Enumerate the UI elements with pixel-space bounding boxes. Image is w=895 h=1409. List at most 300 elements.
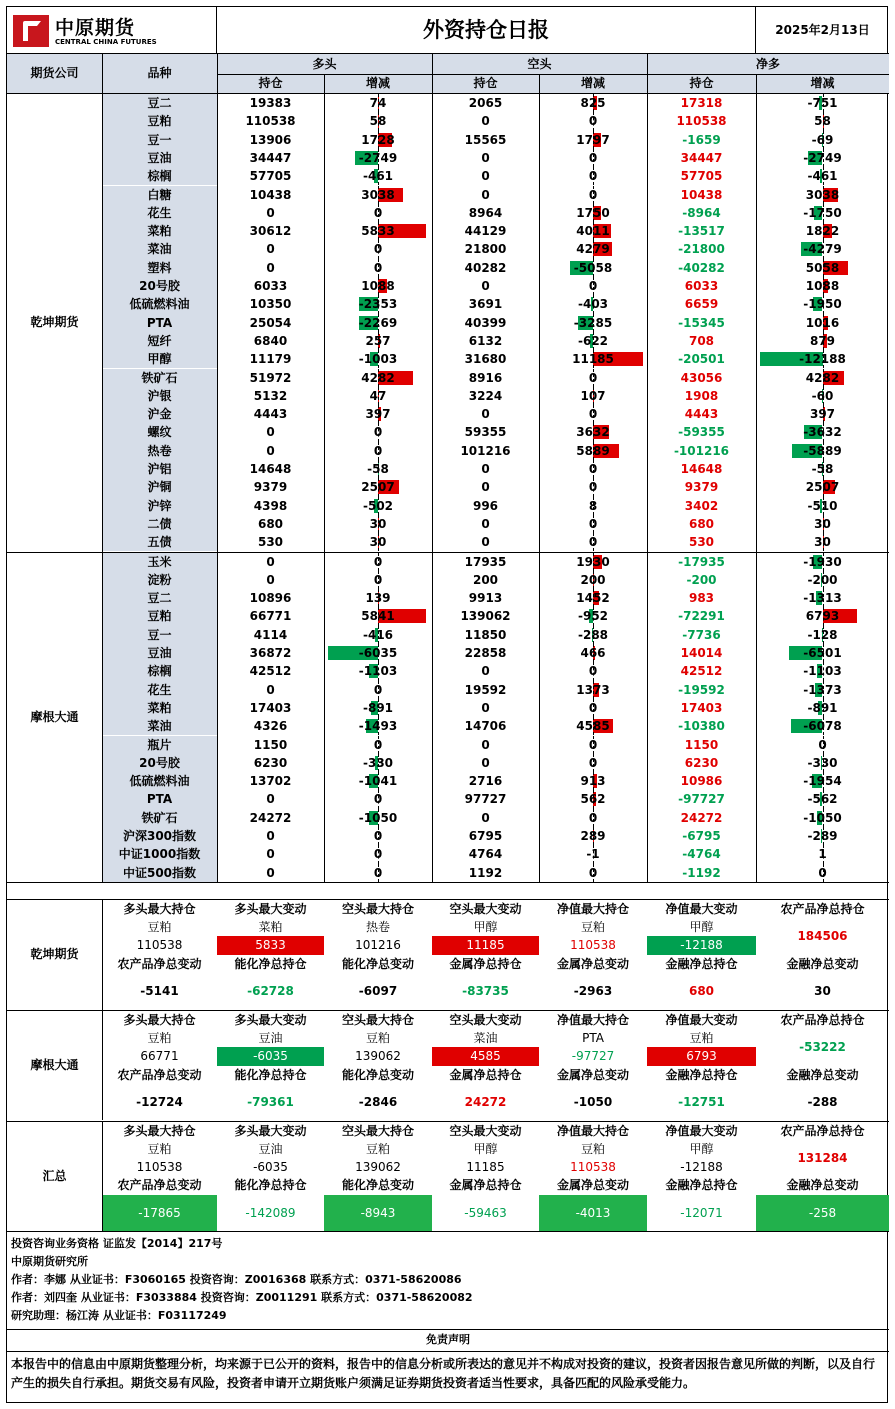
value-cell	[432, 662, 539, 680]
value-text: -200	[686, 572, 717, 587]
value-cell	[756, 571, 889, 589]
value-text: -622	[577, 333, 609, 348]
value-cell	[324, 369, 432, 387]
value-cell	[756, 699, 889, 717]
summary-value: -17865	[102, 1195, 217, 1232]
value-cell	[647, 94, 756, 112]
value-cell	[324, 112, 432, 130]
product-name: 花生	[102, 681, 217, 699]
value-cell	[432, 497, 539, 515]
value-text: 0	[373, 682, 383, 697]
value-text: 0	[588, 810, 598, 825]
value-cell	[539, 571, 647, 589]
value-cell	[647, 754, 756, 772]
value-cell	[432, 478, 539, 496]
summary-label: 农产品净总变动	[117, 1178, 202, 1193]
value-text: 1016	[805, 315, 840, 330]
footer-line: 作者：李娜 从业证书：F3060165 投资咨询：Z0016368 联系方式：0371-58620086	[11, 1273, 462, 1287]
value-cell	[432, 460, 539, 478]
product-name: 五债	[102, 533, 217, 551]
summary-label: 农产品净总变动	[117, 1067, 202, 1082]
value-text: -1103	[803, 664, 842, 679]
summary-value: 5833	[217, 936, 324, 954]
value-text: 34447	[680, 150, 723, 165]
value-text: 0	[266, 443, 275, 458]
summary-value: 101216	[355, 938, 401, 953]
value-text: 6793	[805, 609, 840, 624]
value-text: 13702	[249, 774, 292, 789]
product-name: 沪铜	[102, 478, 217, 496]
value-text: -1950	[803, 297, 842, 312]
summary-value: 184506	[797, 929, 848, 944]
value-cell	[324, 717, 432, 735]
value-text: 0	[588, 480, 598, 495]
value-text: 40282	[464, 260, 507, 275]
summary-value: -142089	[245, 1205, 296, 1220]
value-text: 530	[688, 535, 715, 550]
header-company: 期货公司	[7, 54, 102, 93]
value-cell	[432, 112, 539, 130]
value-text: 30	[814, 516, 831, 531]
product-name: 短纤	[102, 332, 217, 350]
value-text: 0	[373, 443, 383, 458]
value-cell	[756, 533, 889, 551]
value-cell	[647, 442, 756, 460]
value-text: -5058	[573, 260, 613, 275]
value-text: -2749	[803, 150, 842, 165]
value-cell	[647, 112, 756, 130]
value-cell	[756, 790, 889, 808]
value-text: 0	[373, 792, 383, 807]
value-text: 30	[369, 535, 387, 550]
value-text: 31680	[464, 352, 507, 367]
product-name: 铁矿石	[102, 369, 217, 387]
value-cell	[647, 478, 756, 496]
value-text: -510	[807, 498, 838, 513]
value-cell	[539, 827, 647, 845]
summary-label: 多头最大持仓	[123, 1123, 196, 1138]
value-text: 6840	[253, 333, 288, 348]
value-cell	[647, 553, 756, 571]
value-text: 0	[588, 755, 598, 770]
value-text: 57705	[680, 169, 723, 184]
summary-label: 多头最大变动	[234, 1012, 307, 1027]
value-text: 6033	[684, 279, 719, 293]
summary-value-box	[102, 1140, 217, 1177]
value-cell	[217, 259, 324, 277]
value-cell	[539, 607, 647, 625]
value-text: 0	[588, 462, 598, 476]
value-text: -1192	[682, 865, 721, 880]
value-text: -461	[807, 169, 838, 184]
value-cell	[324, 332, 432, 350]
value-cell	[217, 644, 324, 662]
summary-value-box	[324, 1140, 432, 1177]
value-cell	[539, 369, 647, 387]
summary-value: -8943	[324, 1195, 432, 1232]
value-cell	[756, 259, 889, 277]
value-cell	[647, 186, 756, 204]
value-cell	[756, 222, 889, 240]
value-cell	[217, 387, 324, 405]
header-net: 净多	[647, 54, 889, 74]
value-cell	[324, 442, 432, 460]
value-text: 6033	[253, 279, 288, 293]
summary-value: -2846	[358, 1094, 398, 1109]
summary-value-box	[217, 918, 324, 955]
value-cell	[647, 332, 756, 350]
value-cell	[756, 149, 889, 167]
value-text: 0	[266, 847, 275, 862]
summary-value: 30	[814, 984, 831, 999]
value-cell	[756, 240, 889, 258]
summary-label: 空头最大变动	[449, 1123, 522, 1138]
value-cell	[647, 681, 756, 699]
value-text: 0	[266, 260, 275, 275]
value-text: -59355	[678, 425, 725, 440]
value-text: -10380	[678, 719, 725, 734]
value-text: 3402	[684, 498, 719, 513]
summary-value: -6035	[253, 1160, 288, 1175]
value-text: -6501	[803, 646, 842, 660]
value-cell	[217, 553, 324, 571]
value-text: 57705	[249, 169, 292, 184]
value-cell	[217, 295, 324, 313]
value-text: 0	[481, 700, 490, 715]
summary-name: 豆粕	[365, 1141, 390, 1156]
value-text: 0	[266, 425, 275, 440]
value-cell	[217, 809, 324, 827]
product-name: 棕榈	[102, 662, 217, 680]
summary-value: -2963	[573, 984, 613, 999]
summary-label: 多头最大持仓	[123, 901, 196, 916]
product-name: 菜粕	[102, 699, 217, 717]
value-cell	[324, 515, 432, 533]
value-cell	[647, 533, 756, 551]
value-cell	[756, 845, 889, 863]
value-cell	[756, 626, 889, 644]
value-text: 6230	[684, 755, 719, 770]
value-text: 40399	[464, 315, 507, 330]
value-cell	[756, 332, 889, 350]
summary-label: 能化净总持仓	[234, 1067, 307, 1082]
summary-name: 甲醇	[689, 1141, 714, 1156]
value-text: -1930	[803, 554, 842, 569]
product-name: 豆粕	[102, 112, 217, 130]
summary-label: 金属净总持仓	[449, 1067, 522, 1082]
value-text: 257	[365, 333, 391, 348]
product-name: 瓶片	[102, 736, 217, 754]
value-cell	[432, 350, 539, 368]
value-text: 110538	[676, 114, 727, 129]
value-cell	[324, 222, 432, 240]
summary-value: 4585	[432, 1047, 539, 1065]
value-cell	[647, 387, 756, 405]
product-name: PTA	[102, 314, 217, 332]
value-cell	[432, 681, 539, 699]
value-cell	[324, 259, 432, 277]
value-text: 9379	[253, 480, 288, 495]
value-cell	[756, 644, 889, 662]
value-text: 5132	[253, 388, 288, 403]
value-text: -1103	[358, 664, 398, 679]
summary-label: 金属净总持仓	[449, 1178, 522, 1193]
value-text: 17935	[464, 554, 507, 569]
report-header	[7, 7, 889, 54]
product-name: 螺纹	[102, 423, 217, 441]
value-cell	[756, 112, 889, 130]
value-cell	[324, 405, 432, 423]
value-text: 9913	[468, 591, 503, 606]
value-cell	[324, 277, 432, 295]
value-text: 0	[481, 737, 490, 752]
value-cell	[539, 699, 647, 717]
value-cell	[432, 717, 539, 735]
value-text: 42512	[249, 664, 292, 679]
value-cell	[539, 790, 647, 808]
value-text: 8916	[468, 370, 503, 385]
value-text: -4279	[803, 242, 842, 257]
header-net-chg: 增减	[756, 74, 889, 93]
value-cell	[324, 497, 432, 515]
value-text: 5841	[361, 609, 395, 624]
value-text: -289	[807, 829, 838, 843]
value-cell	[539, 515, 647, 533]
summary-label: 农产品净总变动	[117, 956, 202, 971]
value-cell	[432, 314, 539, 332]
value-text: 0	[373, 847, 383, 862]
value-cell	[217, 699, 324, 717]
value-text: 0	[481, 755, 490, 770]
value-cell	[539, 277, 647, 295]
value-text: 19383	[249, 96, 292, 110]
value-cell	[647, 607, 756, 625]
value-text: 0	[588, 535, 598, 550]
value-cell	[324, 772, 432, 790]
value-cell	[539, 387, 647, 405]
value-cell	[539, 681, 647, 699]
value-cell	[756, 131, 889, 149]
value-text: 200	[472, 572, 499, 587]
value-text: 101216	[460, 443, 511, 458]
summary-value-box	[756, 1140, 889, 1177]
summary-label: 金融净总变动	[786, 956, 859, 971]
value-text: 0	[481, 462, 490, 476]
summary-name: 豆粕	[580, 1141, 605, 1156]
summary-label: 能化净总持仓	[234, 956, 307, 971]
summary-value: 11185	[432, 936, 539, 954]
value-text: 10438	[680, 187, 723, 202]
summary-label: 空头最大变动	[449, 901, 522, 916]
summary-value: 11185	[466, 1160, 505, 1175]
value-cell	[647, 717, 756, 735]
summary-value: -12724	[136, 1094, 183, 1109]
value-text: 10896	[249, 591, 292, 606]
value-text: 1192	[468, 865, 503, 880]
summary-label: 净值最大持仓	[556, 901, 629, 916]
product-name: 低硫燃料油	[102, 295, 217, 313]
value-text: 289	[580, 829, 606, 843]
value-text: -8964	[682, 205, 721, 220]
value-text: 14706	[464, 719, 507, 734]
value-text: 1373	[576, 682, 610, 697]
header-short-chg: 增减	[539, 74, 647, 93]
value-cell	[432, 131, 539, 149]
value-cell	[324, 350, 432, 368]
value-text: -4764	[682, 847, 721, 862]
value-cell	[756, 369, 889, 387]
summary-label: 金融净总变动	[786, 1178, 859, 1193]
summary-value-box	[217, 1029, 324, 1066]
footer-line: 作者：刘四奎 从业证书：F3033884 投资咨询：Z0011291 联系方式：0371-58620082	[11, 1291, 473, 1305]
footer-line: 研究助理：杨江涛 从业证书：F03117249	[11, 1309, 227, 1323]
value-text: -502	[362, 498, 394, 513]
value-text: 0	[588, 700, 598, 715]
value-cell	[647, 460, 756, 478]
value-text: 66771	[249, 609, 292, 624]
value-text: -72291	[678, 609, 725, 624]
value-cell	[324, 809, 432, 827]
value-text: 6659	[684, 297, 719, 312]
value-text: 1797	[576, 132, 610, 147]
value-cell	[539, 423, 647, 441]
summary-value: 66771	[140, 1049, 179, 1064]
value-text: 0	[588, 664, 598, 679]
value-cell	[647, 589, 756, 607]
value-cell	[647, 699, 756, 717]
product-name: 淀粉	[102, 571, 217, 589]
summary-value: 110538	[570, 1160, 616, 1175]
summary-company-2: 汇总	[42, 1168, 67, 1183]
value-cell	[647, 845, 756, 863]
value-cell	[539, 845, 647, 863]
value-text: 30612	[249, 224, 292, 239]
value-cell	[324, 186, 432, 204]
value-cell	[324, 295, 432, 313]
value-cell	[432, 369, 539, 387]
value-cell	[647, 259, 756, 277]
value-cell	[217, 332, 324, 350]
value-cell	[756, 423, 889, 441]
value-text: -3285	[573, 315, 613, 330]
summary-value-box	[756, 1029, 889, 1066]
value-cell	[539, 533, 647, 551]
value-text: 1452	[576, 591, 610, 606]
value-text: 17318	[680, 96, 723, 110]
summary-label: 空头最大持仓	[341, 1123, 414, 1138]
value-text: 11185	[572, 352, 614, 367]
value-text: 3224	[468, 388, 503, 403]
value-cell	[756, 94, 889, 112]
logo	[7, 7, 217, 54]
value-text: 5833	[361, 224, 395, 239]
value-text: 36872	[249, 646, 292, 660]
value-text: 0	[588, 737, 598, 752]
value-text: 0	[373, 865, 383, 880]
summary-value: -6035	[217, 1047, 324, 1065]
summary-value-box	[324, 1029, 432, 1066]
value-cell	[217, 478, 324, 496]
value-cell	[217, 533, 324, 551]
summary-name: 菜粕	[258, 920, 283, 935]
summary-value: -12188	[680, 1160, 723, 1175]
value-text: 13906	[249, 132, 292, 147]
value-text: 879	[809, 333, 836, 348]
value-cell	[647, 222, 756, 240]
value-text: 0	[481, 279, 490, 293]
value-cell	[756, 772, 889, 790]
value-cell	[432, 204, 539, 222]
summary-label: 净值最大变动	[665, 1123, 738, 1138]
value-text: 4585	[576, 719, 610, 734]
value-text: 4114	[253, 627, 288, 642]
value-text: 0	[588, 370, 598, 385]
summary-name: 豆油	[258, 1031, 283, 1045]
value-cell	[539, 149, 647, 167]
value-text: -1954	[803, 774, 842, 789]
value-text: -751	[807, 96, 838, 110]
value-text: -58	[367, 462, 389, 476]
value-cell	[539, 553, 647, 571]
value-cell	[324, 240, 432, 258]
value-cell	[647, 626, 756, 644]
summary-value: -5141	[140, 984, 179, 999]
value-text: 825	[580, 96, 606, 110]
value-cell	[217, 736, 324, 754]
product-name: 二债	[102, 515, 217, 533]
product-name: 豆二	[102, 589, 217, 607]
value-cell	[217, 607, 324, 625]
product-name: 豆一	[102, 131, 217, 149]
value-cell	[539, 131, 647, 149]
product-name: 棕榈	[102, 167, 217, 185]
summary-value-box	[647, 1140, 756, 1177]
summary-value-box	[102, 918, 217, 955]
summary-value: 110538	[136, 938, 183, 953]
value-text: 11179	[249, 352, 292, 367]
value-cell	[432, 699, 539, 717]
product-name: 豆粕	[102, 607, 217, 625]
value-text: 43056	[680, 370, 723, 385]
value-cell	[217, 589, 324, 607]
summary-name: PTA	[582, 1031, 604, 1045]
value-cell	[756, 827, 889, 845]
value-text: 680	[257, 516, 284, 531]
value-text: -1041	[358, 774, 398, 789]
summary-value: 110538	[136, 1160, 183, 1175]
summary-label: 空头最大持仓	[341, 1012, 414, 1027]
logo-mark-icon	[13, 15, 49, 47]
value-text: 14014	[680, 646, 723, 660]
value-text: 2065	[468, 96, 503, 110]
value-text: -1050	[803, 810, 842, 825]
summary-label: 净值最大持仓	[556, 1123, 629, 1138]
value-text: -6078	[803, 719, 842, 734]
value-cell	[539, 626, 647, 644]
value-text: 0	[481, 516, 490, 531]
value-text: 397	[809, 407, 836, 422]
value-cell	[217, 626, 324, 644]
value-cell	[217, 94, 324, 112]
summary-name: 豆粕	[147, 1141, 172, 1156]
value-cell	[539, 314, 647, 332]
value-cell	[432, 864, 539, 882]
value-cell	[324, 864, 432, 882]
value-text: 0	[588, 407, 598, 422]
value-cell	[539, 295, 647, 313]
summary-value-box	[539, 918, 647, 955]
value-text: 4443	[684, 407, 719, 422]
